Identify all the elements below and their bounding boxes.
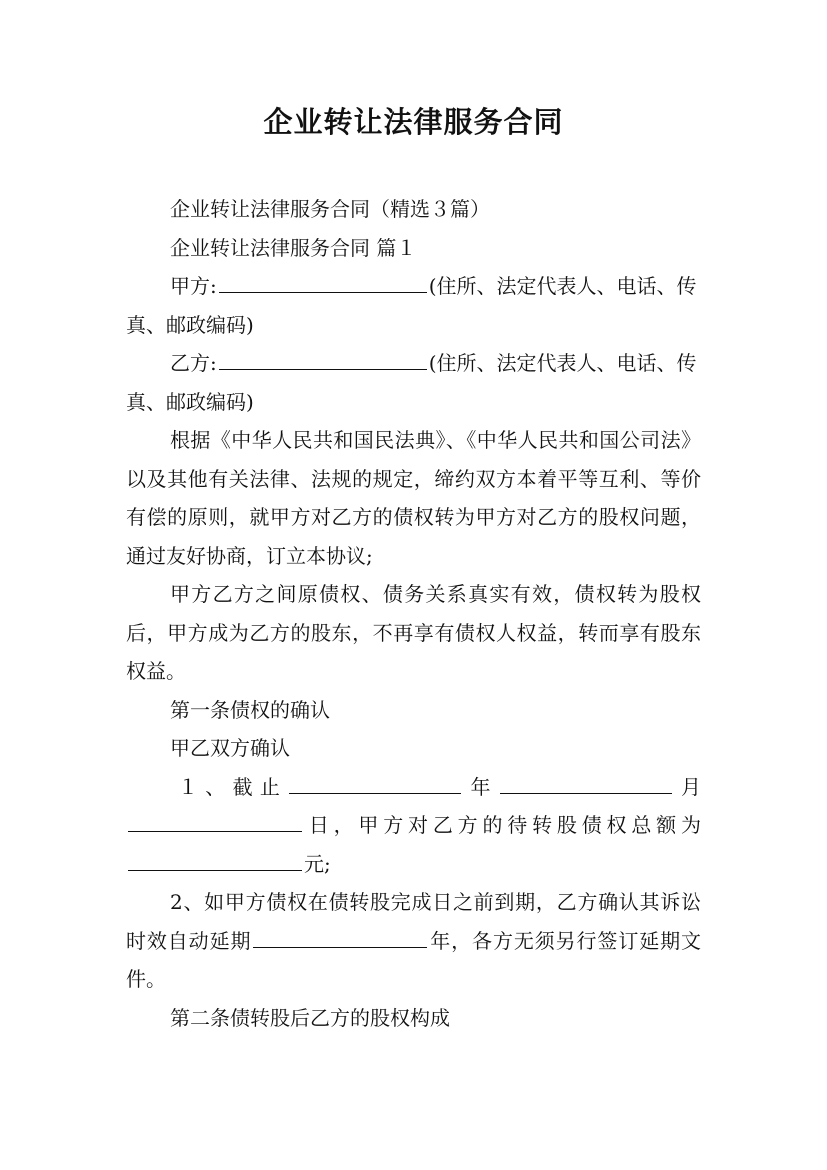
section-heading: 企业转让法律服务合同 篇１ — [170, 235, 417, 260]
clause2-before: 2、如甲方债权在债转股完成日之前到期，乙方确认其诉讼时效自动延期 — [126, 890, 701, 953]
party-a-detail: (住所、法定代表人、电话、传真、邮政编码) — [126, 274, 697, 337]
clause1-day-line — [126, 806, 701, 845]
subtitle: 企业转让法律服务合同（精选３篇） — [170, 197, 490, 221]
clause1-prefix: １、截止 — [178, 774, 288, 799]
clause2 — [126, 883, 701, 999]
article1-intro: 甲乙双方确认 — [170, 736, 290, 760]
clause2-after: 年，各方无须另行签订延期文件。 — [126, 928, 702, 991]
article2-title: 第二条债转股后乙方的股权构成 — [170, 1005, 450, 1030]
party-a-line — [126, 267, 701, 344]
paragraph-relation: 甲方乙方之间原债权、债务关系真实有效，债权转为股权后，甲方成为乙方的股东，不再享有债权人权益，转而享有股东权益。 — [126, 582, 701, 683]
clause1-amount-blank — [128, 869, 302, 871]
clause1-day-blank — [128, 830, 302, 832]
clause1-year: 年 — [463, 774, 498, 799]
paragraph-basis: 根据《中华人民共和国民法典》、《中华人民共和国公司法》以及其他有关法律、法规的规定，缔约双方本着平等互利、等价有偿的原则，就甲方对乙方的债权转为甲方对乙方的股权问题，通过友好协商，订立本协议; — [126, 428, 701, 568]
clause1-month-blank — [500, 792, 672, 794]
clause1-amount-line — [126, 845, 701, 884]
article1-title: 第一条债权的确认 — [170, 697, 330, 722]
clause2-years-blank — [253, 946, 427, 948]
clause1-date-line — [126, 768, 701, 807]
party-b-blank — [219, 368, 427, 370]
party-b-detail: (住所、法定代表人、电话、传真、邮政编码) — [126, 351, 697, 414]
party-b-line — [126, 344, 701, 421]
document-title: 企业转让法律服务合同 — [263, 105, 564, 139]
party-a-label: 甲方: — [170, 274, 217, 298]
clause1-month: 月 — [673, 774, 702, 799]
party-b-label: 乙方: — [170, 351, 217, 375]
document-body — [126, 190, 701, 1037]
clause1-year-blank — [289, 792, 461, 794]
party-a-blank — [219, 291, 427, 293]
clause1-unit: 元; — [304, 851, 331, 876]
clause1-day-text: 日，甲方对乙方的待转股债权总额为 — [304, 813, 701, 837]
